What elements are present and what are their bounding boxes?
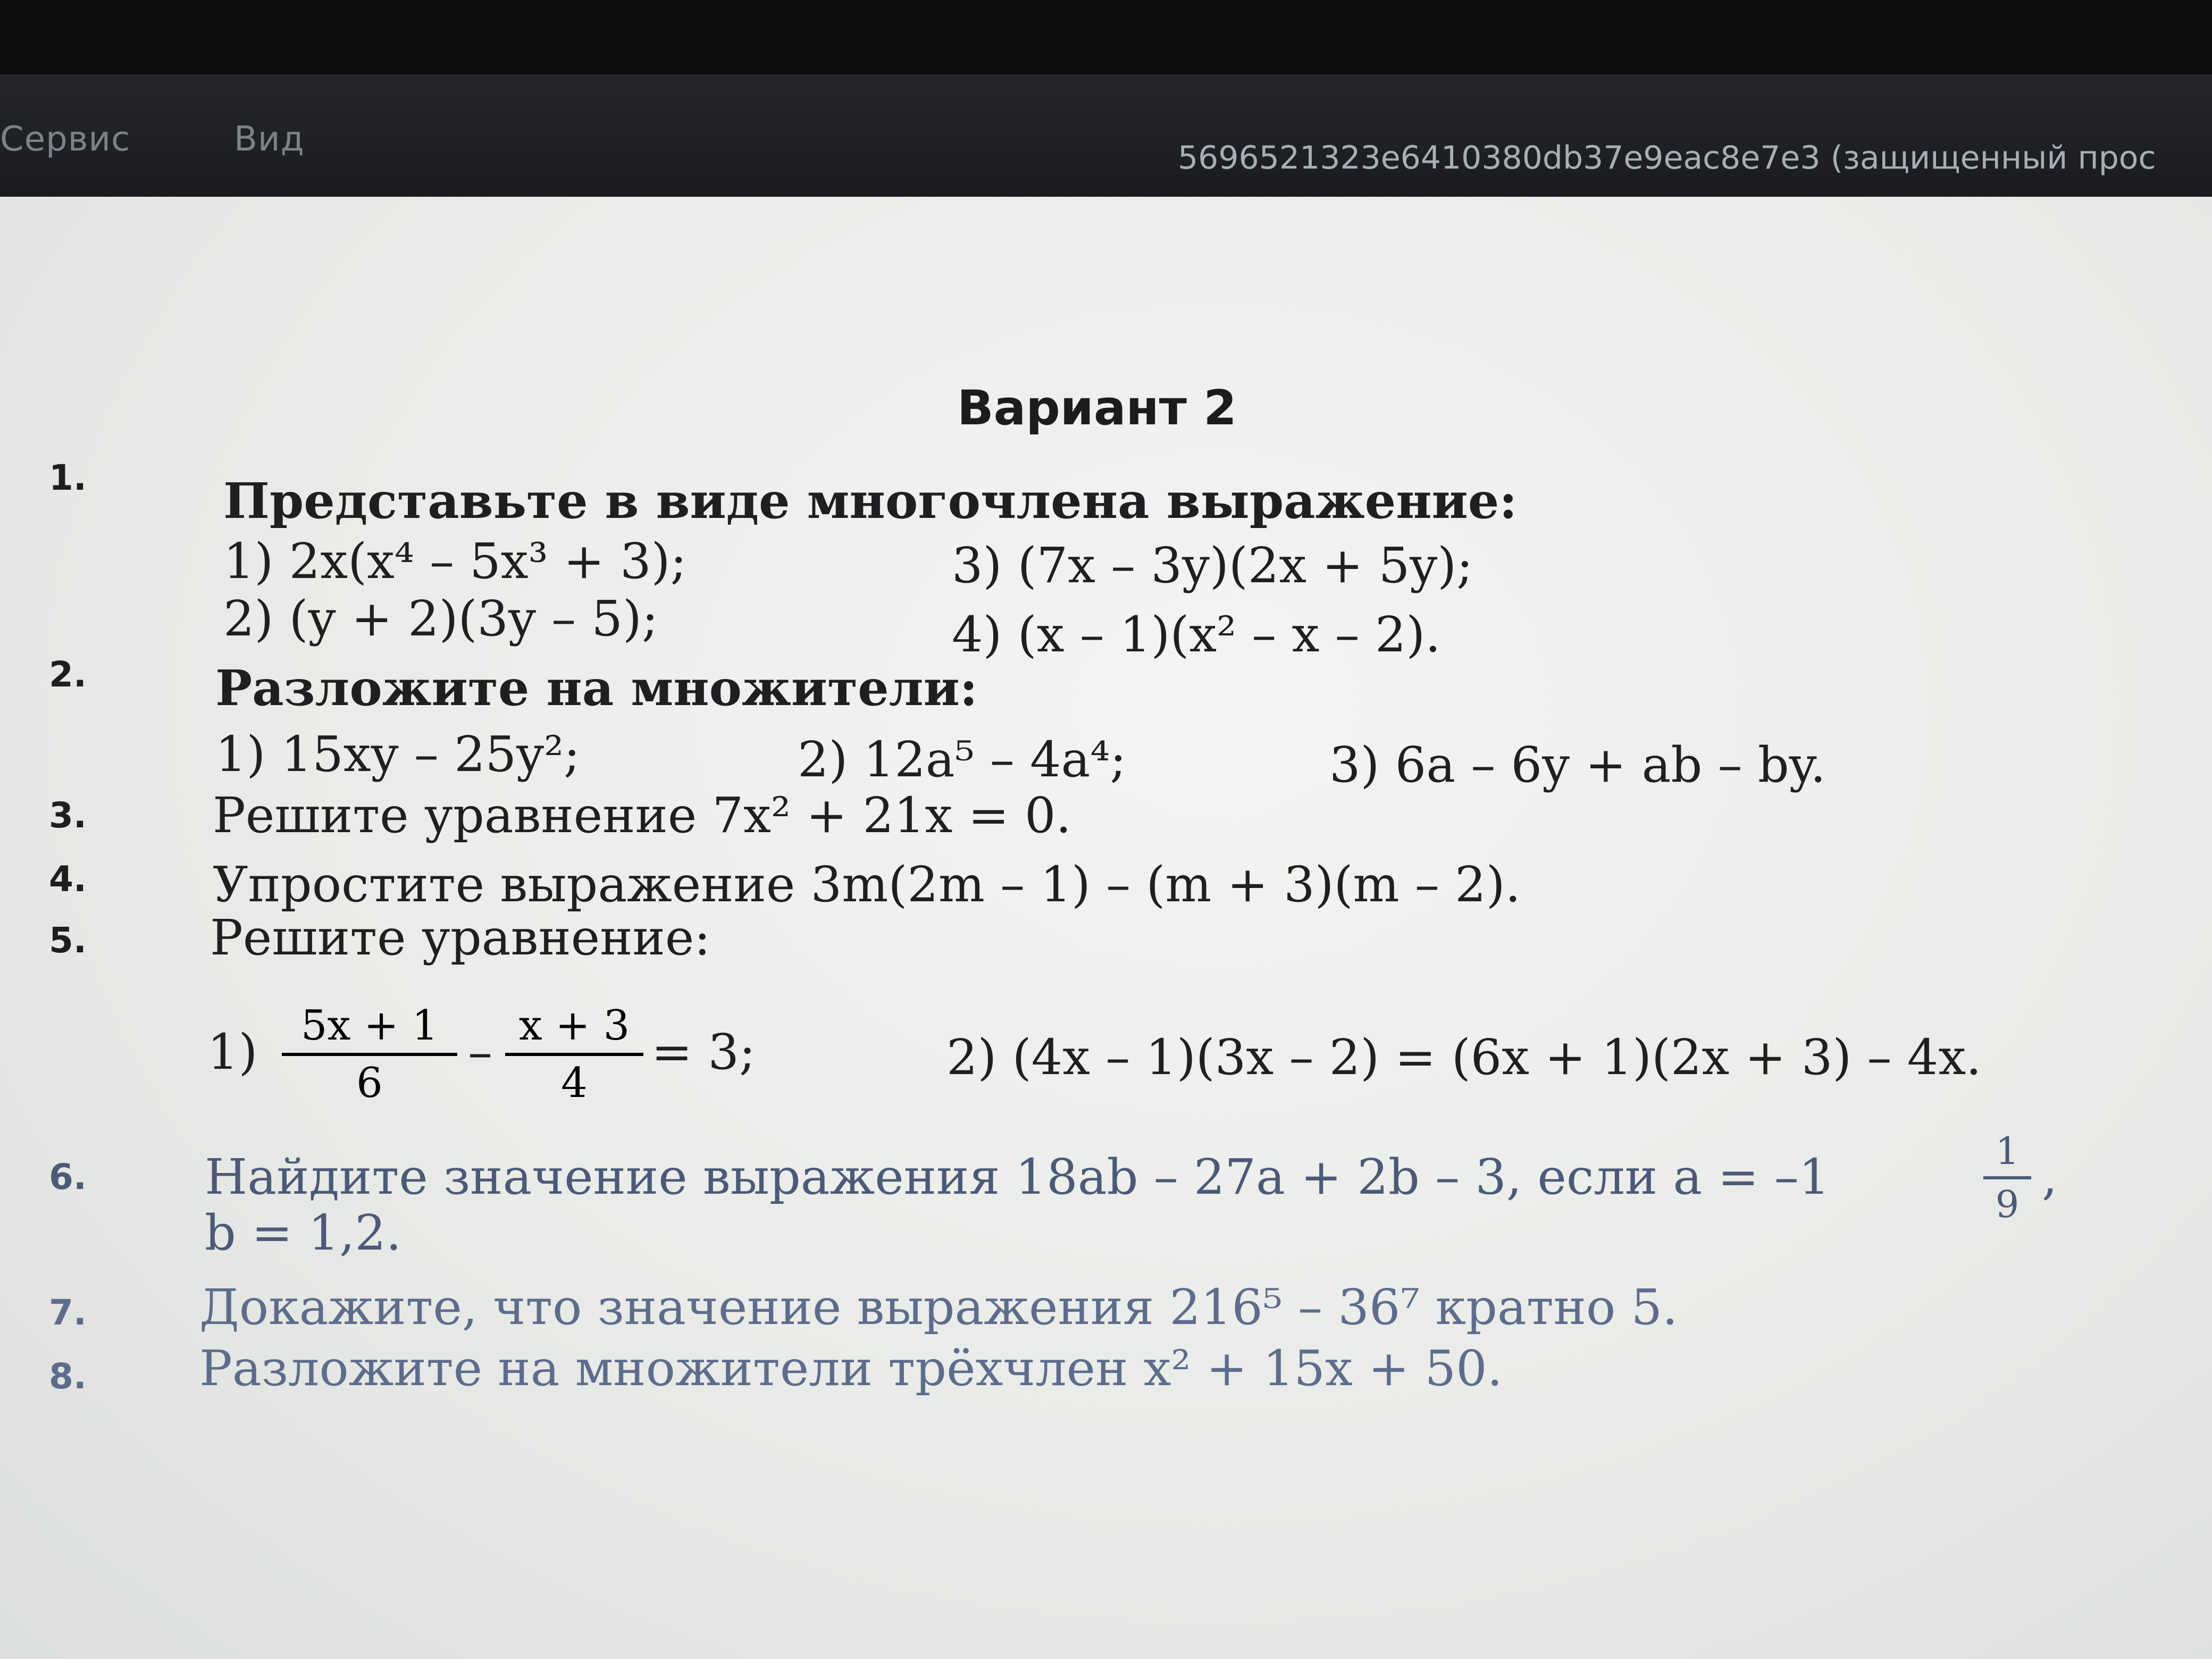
task-number: 3. [49, 795, 87, 836]
fraction-numerator: 5x + 1 [300, 1002, 439, 1050]
task-item: 2) (y + 2)(3y – 5); [223, 590, 658, 647]
task-prompt: Упростите выражение 3m(2m – 1) – (m + 3)(m – 2). [213, 856, 1521, 913]
task-item: = 3; [651, 1024, 756, 1080]
task-prompt: Разложите на множители: [215, 659, 978, 717]
fraction-denominator: 4 [561, 1059, 588, 1107]
fraction-numerator: x + 3 [518, 1002, 630, 1050]
task-item: 3) (7x – 3y)(2x + 5y); [952, 537, 1473, 594]
task-number: 8. [49, 1356, 87, 1397]
task-prompt: Представьте в виде многочлена выражение: [223, 472, 1518, 530]
page-title: Вариант 2 [957, 380, 1237, 436]
fraction-numerator: 1 [1995, 1129, 2020, 1173]
fraction-bar [1983, 1176, 2031, 1179]
minus-sign: – [468, 1024, 492, 1080]
task-item-label: 1) [207, 1024, 258, 1080]
task-item: 4) (x – 1)(x² – x – 2). [952, 606, 1441, 663]
task-number: 5. [49, 920, 87, 961]
task-prompt: Решите уравнение 7x² + 21x = 0. [213, 787, 1071, 844]
menu-item-view[interactable]: Вид [234, 120, 305, 159]
document-page [0, 197, 2212, 1659]
task-number: 1. [49, 457, 87, 498]
task-item: 1) 2x(x⁴ – 5x³ + 3); [223, 533, 687, 590]
menu-item-service[interactable]: Сервис [0, 120, 131, 159]
task-number: 6. [49, 1157, 87, 1197]
fraction [505, 1002, 643, 1107]
task-prompt: Разложите на множители трёхчлен x² + 15x + 50. [199, 1340, 1503, 1397]
comma: , [2042, 1149, 2058, 1205]
task-number: 2. [49, 654, 87, 695]
fraction-denominator: 6 [356, 1059, 383, 1107]
task-item: b = 1,2. [205, 1204, 402, 1261]
task-item: 2) (4x – 1)(3x – 2) = (6x + 1)(2x + 3) – 4x. [946, 1029, 1982, 1086]
fraction [282, 1002, 457, 1107]
fraction-denominator: 9 [1995, 1183, 2020, 1226]
task-prompt: Решите уравнение: [210, 909, 711, 966]
task-item: 3) 6a – 6y + ab – by. [1329, 736, 1826, 793]
task-item: 2) 12a⁵ – 4a⁴; [798, 731, 1127, 788]
fraction [1983, 1129, 2031, 1226]
task-number: 4. [49, 859, 87, 900]
task-prompt: Найдите значение выражения 18ab – 27a + 2b – 3, если a = –1 [205, 1149, 1830, 1205]
task-prompt: Докажите, что значение выражения 216⁵ – 36⁷ кратно 5. [199, 1279, 1678, 1336]
menu-bar [0, 74, 2212, 197]
fraction-bar [505, 1053, 643, 1056]
window-title: 5696521323e6410380db37e9eac8e7e3 (защищенный прос [1178, 139, 2156, 177]
fraction-bar [282, 1053, 457, 1056]
task-number: 7. [49, 1292, 87, 1333]
task-item: 1) 15xy – 25y²; [215, 726, 581, 783]
